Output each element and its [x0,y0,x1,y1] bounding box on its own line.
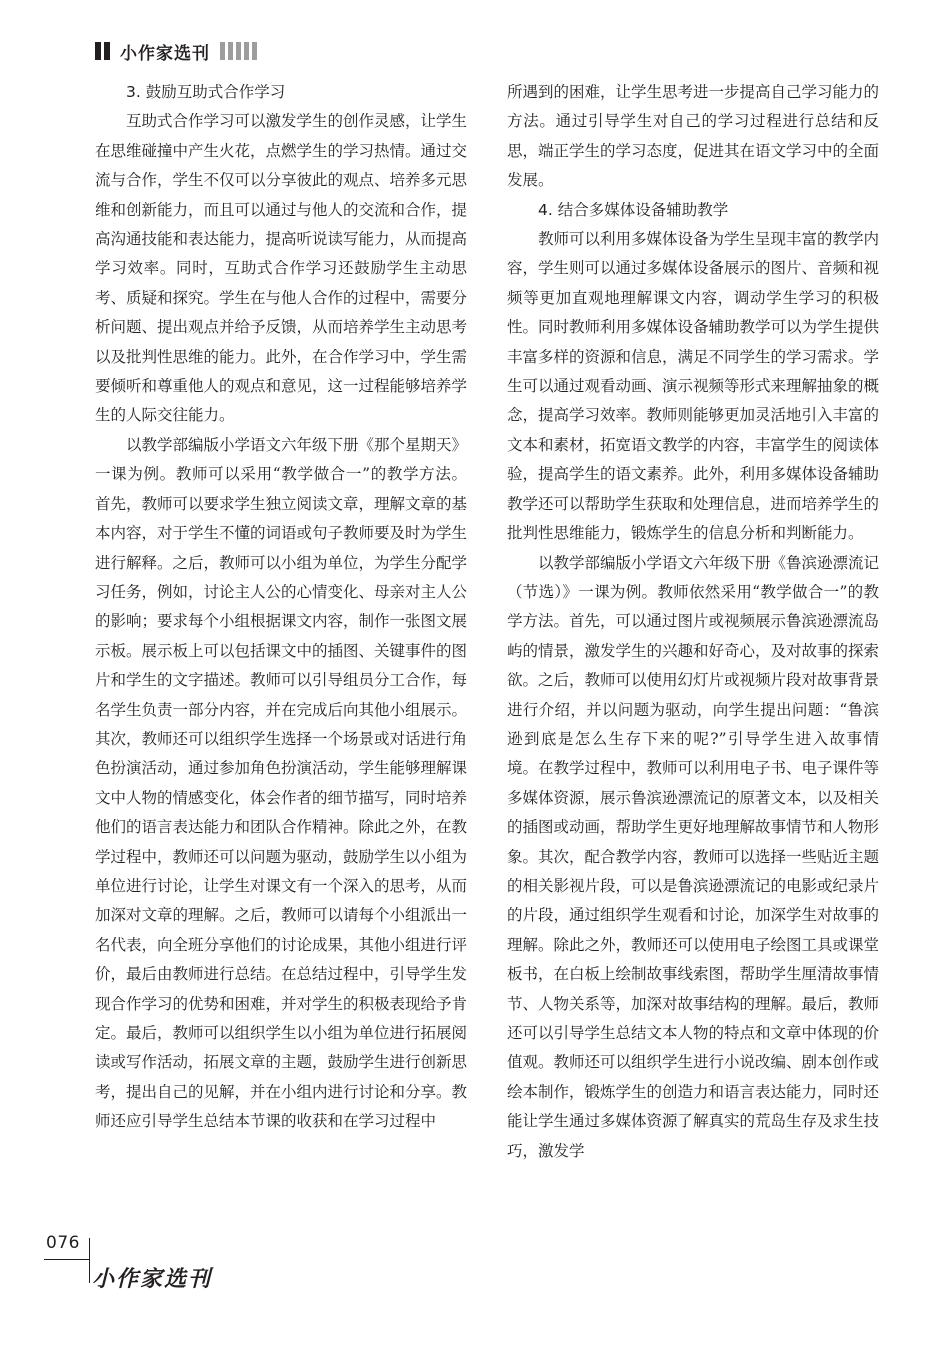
section-heading-3: 3. 鼓励互助式合作学习 [126,83,286,101]
journal-title: 小作家选刊 [120,43,210,64]
header-bar-mark [104,42,110,60]
right-column [507,78,879,1166]
header-light-mark [252,42,257,60]
footer-rule [44,1259,90,1260]
running-header [95,36,260,66]
footer-vertical-rule [89,1238,90,1283]
section-heading-4: 4. 结合多媒体设备辅助教学 [538,200,729,219]
header-bar-mark [95,42,101,60]
footer-logo: 小作家选刊 [92,1266,213,1292]
header-light-mark [244,42,249,60]
header-light-mark [236,42,241,60]
paragraph-continuation: 所遇到的困难，让学生思考进一步提高自己学习能力的方法。通过引导学生对自己的学习过程进行总结和反思，端正学生的学习态度，促进其在语文学习中的全面发展。 [507,83,880,190]
paragraph-robinson-example: 以教学部编版小学语文六年级下册《鲁滨逊漂流记（节选）》一课为例。教师依然采用“教学做合一”的教学方法。首先，可以通过图片或视频展示鲁滨逊漂流岛屿的情景，激发学生的兴趣和好奇心，及对故事的探索欲。之后，教师可以使用幻灯片或视频片段对故事背景进行介绍，并以问题为驱动，向学生提出问题：“鲁滨逊到底是怎么生存下来的呢?”引导学生进入故事情境。在教学过程中，教师可以利用电子书、电子课件等多媒体资源，展示鲁滨逊漂流记的原著文本，以及相关的插图或动画，帮助学生更好地理解故事情节和人物形象。其次，配合教学内容，教师可以选择一些贴近主题的相关影视片段，可以是鲁滨逊漂流记的电影或纪录片的片段，通过组织学生观看和讨论，加深学生对故事的理解。除此之外，教师还可以使用电子绘图工具或课堂板书，在白板上绘制故事线索图，帮助学生厘清故事情节、人物关系等，加深对故事结构的理解。最后，教师还可以引导学生总结文本人物的特点和文章中体现的价值观。教师还可以组织学生进行小说改编、剧本创作或绘本制作，锻炼学生的创造力和语言表达能力，同时还能让学生通过多媒体资源了解真实的荒岛生存及求生技巧，激发学 [507,553,880,1160]
paragraph-that-sunday-example: 以教学部编版小学语文六年级下册《那个星期天》一课为例。教师可以采用“教学做合一”的教学方法。首先，教师可以要求学生独立阅读文章，理解文章的基本内容，对于学生不懂的词语或句子教师要及时为学生进行解释。之后，教师可以小组为单位，为学生分配学习任务，例如，讨论主人公的心情变化、母亲对主人公的影响；要求每个小组根据课文内容，制作一张图文展示板。展示板上可以包括课文中的插图、关键事件的图片和学生的文字描述。教师可以引导组员分工合作，每名学生负责一部分内容，并在完成后向其他小组展示。其次，教师还可以组织学生选择一个场景或对话进行角色扮演活动，通过参加角色扮演活动，学生能够理解课文中人物的情感变化，体会作者的细节描写，同时培养他们的语言表达能力和团队合作精神。除此之外，在教学过程中，教师还可以问题为驱动，鼓励学生以小组为单位进行讨论，让学生对课文有一个深入的思考，从而加深对文章的理解。之后，教师可以请每个小组派出一名代表，向全班分享他们的讨论成果，其他小组进行评价，最后由教师进行总结。在总结过程中，引导学生发现合作学习的优势和困难，并对学生的积极表现给予肯定。最后，教师可以组织学生以小组为单位进行拓展阅读或写作活动，拓展文章的主题，鼓励学生进行创新思考，提出自己的见解，并在小组内进行讨论和分享。教师还应引导学生总结本节课的收获和在学习过程中 [95,435,468,1131]
paragraph-cooperative-learning: 互助式合作学习可以激发学生的创作灵感，让学生在思维碰撞中产生火花，点燃学生的学习热情。通过交流与合作，学生不仅可以分享彼此的观点、培养多元思维和创新能力，而且可以通过与他人的交流和合作，提高沟通技能和表达能力，提高听说读写能力，从而提高学习效率。同时，互助式合作学习还鼓励学生主动思考、质疑和探究。学生在与他人合作的过程中，需要分析问题、提出观点并给予反馈，从而培养学生主动思考以及批判性思维的能力。此外，在合作学习中，学生需要倾听和尊重他人的观点和意见，这一过程能够培养学生的人际交往能力。 [95,112,468,425]
header-light-mark [220,42,225,60]
paragraph-multimedia: 教师可以利用多媒体设备为学生呈现丰富的教学内容，学生则可以通过多媒体设备展示的图片、音频和视频等更加直观地理解课文内容，调动学生学习的积极性。同时教师利用多媒体设备辅助教学可以为学生提供丰富多样的资源和信息，满足不同学生的学习需求。学生可以通过观看动画、演示视频等形式来理解抽象的概念，提高学习效率。教师则能够更加灵活地引入丰富的文本和素材，拓宽语文教学的内容，丰富学生的阅读体验，提高学生的语文素养。此外，利用多媒体设备辅助教学还可以帮助学生获取和处理信息，进而培养学生的批判性思维能力，锻炼学生的信息分析和判断能力。 [507,230,880,543]
left-column [95,78,467,1137]
page-number: 076 [46,1233,80,1253]
header-light-mark [228,42,233,60]
